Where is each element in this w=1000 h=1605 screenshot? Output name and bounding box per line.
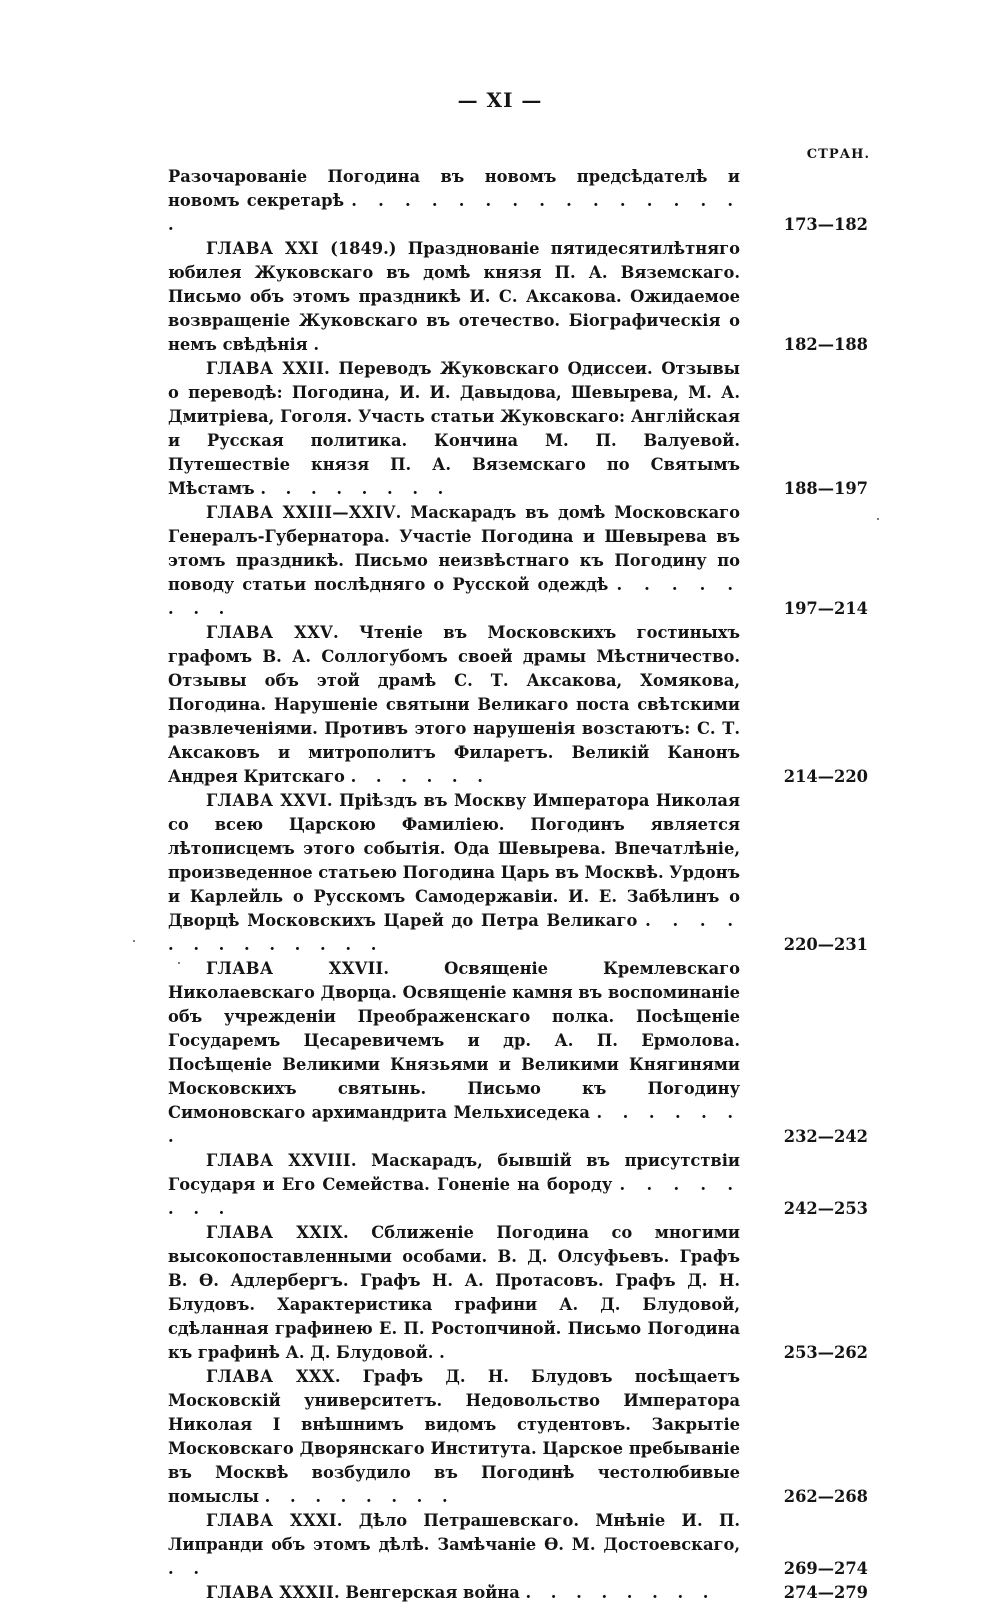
page-range: 173—182	[783, 215, 868, 234]
page-range: 188—197	[783, 479, 868, 498]
entry-description: . Сближеніе Погодина со многими высокопоставленными особами. В. Д. Олсуфьевъ. Графъ В. Ѳ. Адлербергъ. Графъ Н. А. Протасовъ. Графъ Д. Н. Блудовъ. Характеристика графини А. Д. Блудовой, сдѣланная графинею Е. П. Ростопчиной. Письмо Погодина къ графинѣ А. Д. Блудовой.	[168, 1223, 740, 1362]
page-range: 274—279	[783, 1583, 868, 1602]
page-range: 214—220	[783, 767, 868, 786]
entry-description: . Пріѣздъ въ Москву Императора Николая со всею Царскою Фамиліею. Погодинъ является лѣтописцемъ этого событія. Ода Шевырева. Впечатлѣніе, произведенное статьею Погодина Царь въ Москвѣ. Урдонъ и Карлейль о Русскомъ Самодержавіи. И. Е. Забѣлинъ о Дворцѣ Московскихъ Царей до Петра Великаго	[168, 791, 740, 930]
entry-description: . Маскарадъ, бывшій въ присутствіи Государя и Его Семейства. Гоненіе на бороду	[168, 1151, 740, 1194]
chapter-title: ГЛАВА XXI	[206, 239, 319, 258]
entry-description: . Маскарадъ въ домѣ Московскаго Генералъ-Губернатора. Участіе Погодина и Шевырева въ этомъ праздникѣ. Письмо неизвѣстнаго къ Погодину по поводу статьи послѣдняго о Русской одеждѣ	[168, 503, 740, 594]
page-range: 220—231	[783, 935, 868, 954]
entry-text	[168, 165, 740, 237]
entry-text	[168, 621, 740, 789]
leader-dots: . . . . . . . .	[168, 575, 741, 618]
scan-speck	[877, 518, 879, 520]
toc-entry	[168, 621, 868, 789]
page-range: 232—242	[783, 1127, 868, 1146]
chapter-title: ГЛАВА XXVII	[206, 959, 384, 978]
entry-description: . Освященіе Кремлевскаго Николаевскаго Дворца. Освященіе камня въ воспоминаніе объ учрежденіи Преображенскаго полка. Посѣщеніе Государемъ Цесаревичемъ и др. А. П. Ермолова. Посѣщеніе Великими Князьями и Великими Княгинями Московскихъ святынь. Письмо къ Погодину Симоновскаго архимандрита Мельхиседека	[168, 959, 740, 1122]
scan-speck	[178, 962, 180, 964]
page-range: 242—253	[783, 1199, 868, 1218]
entry-text	[168, 1581, 740, 1605]
entry-text	[168, 957, 740, 1149]
page-range: 182—188	[783, 335, 868, 354]
chapter-title: ГЛАВА XXII	[206, 359, 325, 378]
column-header-pages: СТРАН.	[806, 147, 870, 162]
entry-description: Разочарованіе Погодина въ новомъ предсѣдателѣ и новомъ секретарѣ	[168, 167, 740, 210]
leader-dots: . . . . . . . .	[168, 1175, 741, 1218]
toc-entry	[168, 1581, 868, 1605]
entry-text	[168, 1149, 740, 1221]
entry-description: . Переводъ Жуковскаго Одиссеи. Отзывы о переводѣ: Погодина, И. И. Давыдова, Шевырева, М. А. Дмитріева, Гоголя. Участь статьи Жуковскаго: Англійская и Русская политика. Кончина М. П. Валуевой. Путешествіе князя П. А. Вяземскаго по Святымъ Мѣстамъ	[168, 359, 740, 498]
entry-text	[168, 789, 740, 957]
toc-entry	[168, 1149, 868, 1221]
entry-text	[168, 1509, 740, 1581]
entry-description: . Дѣло Петрашевскаго. Мнѣніе И. П. Липранди объ этомъ дѣлѣ. Замѣчаніе Ѳ. М. Достоевскаго,	[168, 1511, 740, 1554]
leader-dots: . . . . . . . .	[260, 479, 451, 498]
chapter-title: ГЛАВА XXXII	[206, 1583, 335, 1602]
entry-description: (1849.) Празднованіе пятидесятилѣтняго юбилея Жуковскаго въ домѣ князя П. А. Вяземскаго. Письмо объ этомъ праздникѣ И. С. Аксакова. Ожидаемое возвращеніе Жуковскаго въ отечество. Біографическія о немъ свѣдѣнія	[168, 239, 740, 354]
chapter-title: ГЛАВА XXIX	[206, 1223, 343, 1242]
leader-dots: . . . . . . . . . . . . .	[168, 911, 740, 954]
entry-description: . Графъ Д. Н. Блудовъ посѣщаетъ Московскій университетъ. Недовольство Императора Николая I внѣшнимъ видомъ студентовъ. Закрытіе Московскаго Дворянскаго Института. Царское пребываніе въ Москвѣ возбудило въ Погодинѣ честолюбивые помыслы	[168, 1367, 741, 1506]
toc-entry	[168, 1365, 868, 1509]
leader-dots: . . . . . . .	[168, 1103, 740, 1146]
toc-entry	[168, 957, 868, 1149]
leader-dots: . . . . . . . . . . . . . . . .	[168, 191, 740, 234]
entry-description: . Венгерская война	[334, 1583, 520, 1602]
page-range: 253—262	[783, 1343, 868, 1362]
scan-speck	[133, 940, 135, 942]
chapter-title: ГЛАВА XXX	[206, 1367, 335, 1386]
chapter-title: ГЛАВА XXV	[206, 623, 333, 642]
entry-text	[168, 357, 740, 501]
leader-dots: . . . . . .	[350, 767, 490, 786]
page-folio: — XI —	[457, 88, 543, 112]
entry-description: . Чтеніе въ Московскихъ гостиныхъ графомъ В. А. Соллогубомъ своей драмы Мѣстничество. Отзывы объ этой драмѣ С. Т. Аксакова, Хомякова, Погодина. Нарушеніе святыни Великаго поста свѣтскими развлеченіями. Противъ этого нарушенія возстаютъ: С. Т. Аксаковъ и митрополитъ Филаретъ. Великій Канонъ Андрея Критскаго	[168, 623, 741, 786]
leader-dots: . . . . . . . .	[264, 1487, 455, 1506]
page-range: 197—214	[783, 599, 868, 618]
toc-entry	[168, 165, 868, 237]
leader-dots: .	[313, 335, 327, 354]
toc-entry	[168, 237, 868, 357]
chapter-title: ГЛАВА XXVIII	[206, 1151, 351, 1170]
page-range: 262—268	[783, 1487, 868, 1506]
table-of-contents	[168, 165, 868, 1605]
toc-entry	[168, 501, 868, 621]
toc-entry	[168, 357, 868, 501]
entry-text	[168, 501, 740, 621]
chapter-title: ГЛАВА XXIII—XXIV	[206, 503, 396, 522]
chapter-title: ГЛАВА XXXI	[206, 1511, 337, 1530]
toc-entry	[168, 789, 868, 957]
chapter-title: ГЛАВА XXVI	[206, 791, 327, 810]
page-range: 269—274	[783, 1559, 868, 1578]
entry-text	[168, 237, 740, 357]
entry-text	[168, 1365, 740, 1509]
toc-entry	[168, 1509, 868, 1581]
toc-entry	[168, 1221, 868, 1365]
entry-text	[168, 1221, 740, 1365]
leader-dots: . .	[168, 1559, 207, 1578]
leader-dots: . . . . . . . .	[525, 1583, 716, 1602]
leader-dots: .	[439, 1343, 452, 1362]
